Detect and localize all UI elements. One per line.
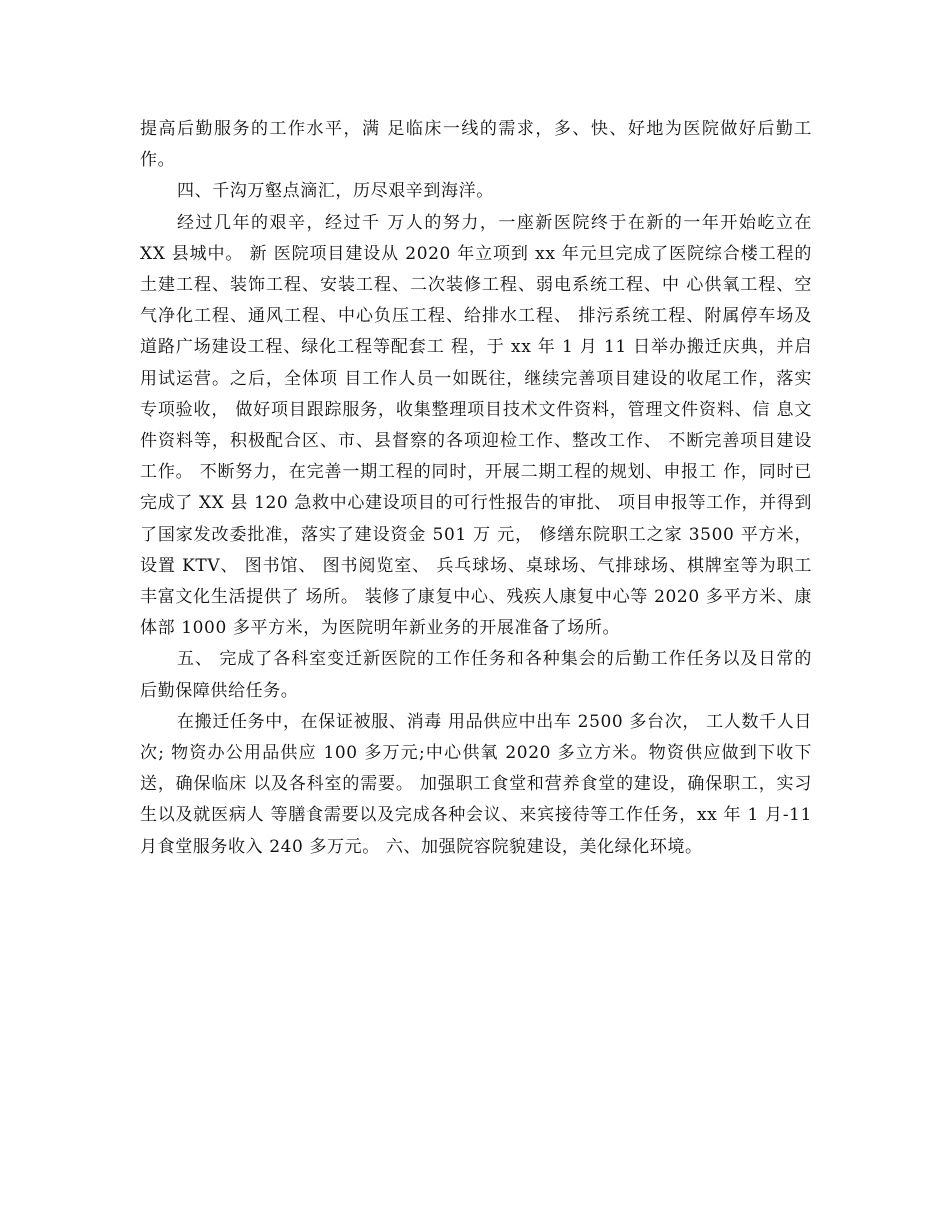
paragraph-1: 提高后勤服务的工作水平，满 足临床一线的需求，多、快、好地为医院做好后勤工作。	[140, 119, 812, 171]
paragraph-5: 在搬迁任务中，在保证被服、消毒 用品供应中出车 2500 多台次， 工人数千人日次; 物资办公用品供应 100 多万元;中心供氧 2020 多立方米。物资供应做到下收下送，确保临床 以及各科室的需要。 加强职工食堂和营养食堂的建设，确保职工，实习生以及就医病人 等膳食需要以及完成各种会议、来宾接待等工作任务，xx 年 1 月-11 月食堂服务收入 240 多万元。 六、加强院容院貌建设，美化绿化环境。	[140, 711, 812, 857]
paragraph-4: 五、 完成了各科室变迁新医院的工作任务和各种集会的后勤工作任务以及日常的后勤保障供给任务。	[140, 649, 812, 701]
document-body	[140, 114, 812, 863]
paragraph-3: 经过几年的艰辛，经过千 万人的努力，一座新医院终于在新的一年开始屹立在 XX 县城中。 新 医院项目建设从 2020 年立项到 xx 年元旦完成了医院综合楼工程的 土建工程、装饰工程、安装工程、二次装修工程、弱电系统工程、中 心供氧工程、空气净化工程、通风工程、中心负压工程、给排水工程、 排污系统工程、附属停车场及道路广场建设工程、绿化工程等配套工 程，于 xx 年 1 月 11 日举办搬迁庆典，并启用试运营。之后，全体项 目工作人员一如既往，继续完善项目建设的收尾工作，落实专项验收， 做好项目跟踪服务，收集整理项目技术文件资料，管理文件资料、信 息文件资料等，积极配合区、市、县督察的各项迎检工作、整改工作、 不断完善项目建设工作。 不断努力，在完善一期工程的同时，开展二期工程的规划、申报工 作，同时已完成了 XX 县 120 急救中心建设项目的可行性报告的审批、 项目申报等工作，并得到了国家发改委批准，落实了建设资金 501 万 元， 修缮东院职工之家 3500 平方米， 设置 KTV、 图书馆、 图书阅览室、 兵乓球场、桌球场、气排球场、棋牌室等为职工丰富文化生活提供了 场所。 装修了康复中心、残疾人康复中心等 2020 多平方米、康体部 1000 多平方米，为医院明年新业务的开展准备了场所。	[140, 212, 812, 639]
paragraph-2: 四、千沟万壑点滴汇，历尽艰辛到海洋。	[177, 181, 494, 202]
